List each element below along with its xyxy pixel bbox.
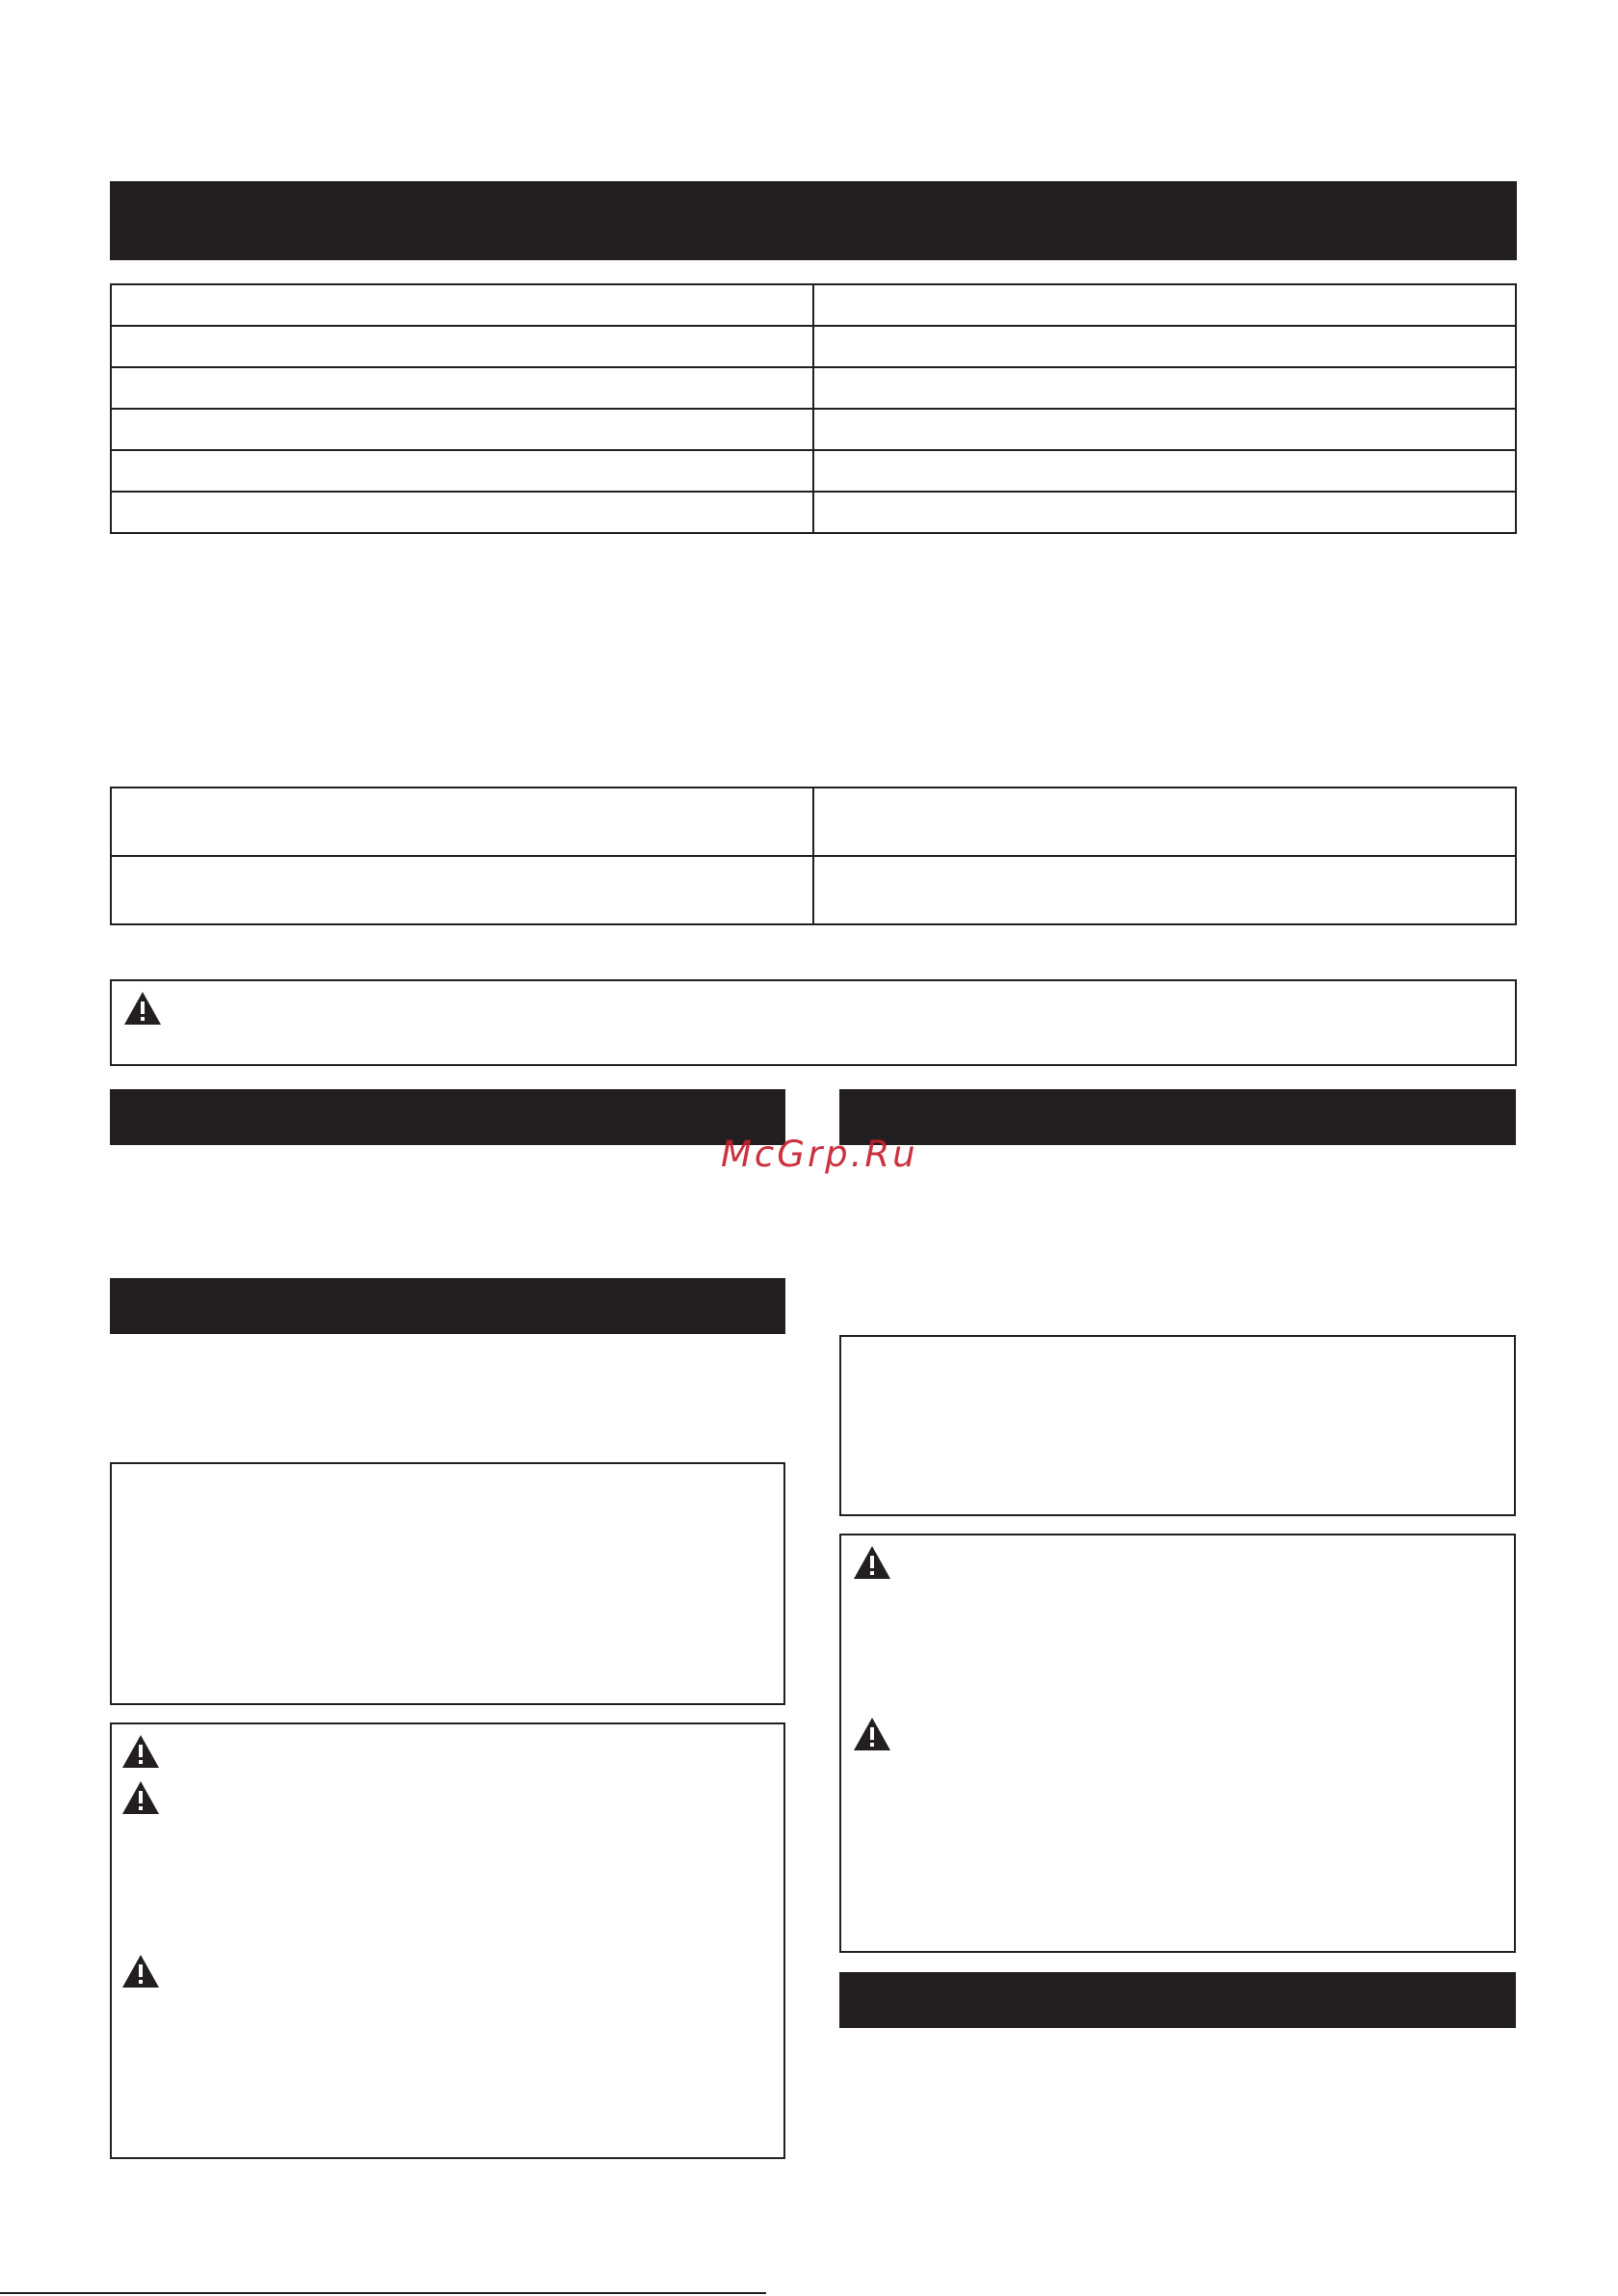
left-section-header-2 <box>110 1278 785 1334</box>
right-note-box <box>839 1335 1516 1516</box>
right-section-header-1 <box>839 1089 1516 1145</box>
right-section-header-2 <box>839 1972 1516 2028</box>
left-warning-box <box>110 1722 785 2159</box>
table-row <box>111 326 1516 367</box>
warning-icon <box>123 991 162 1026</box>
section-header-bar <box>110 181 1517 260</box>
noise-vibration-table <box>110 787 1517 925</box>
warning-icon <box>121 1780 160 1815</box>
left-note-box <box>110 1462 785 1705</box>
specification-table <box>110 283 1517 534</box>
watermark-text: McGrp.Ru <box>721 1134 918 1175</box>
table-row <box>111 450 1516 492</box>
table-row <box>111 284 1516 326</box>
table-row <box>111 409 1516 450</box>
table-row <box>111 492 1516 533</box>
warning-icon <box>853 1545 891 1580</box>
warning-icon <box>853 1717 891 1751</box>
warning-box-top <box>110 979 1517 1066</box>
table-row <box>111 367 1516 409</box>
warning-icon <box>121 1954 160 1989</box>
warning-icon <box>121 1734 160 1769</box>
footer-rule <box>0 2292 766 2294</box>
left-section-header-1 <box>110 1089 785 1145</box>
table-row <box>111 788 1516 856</box>
table-row <box>111 856 1516 924</box>
right-warning-box <box>839 1534 1516 1953</box>
